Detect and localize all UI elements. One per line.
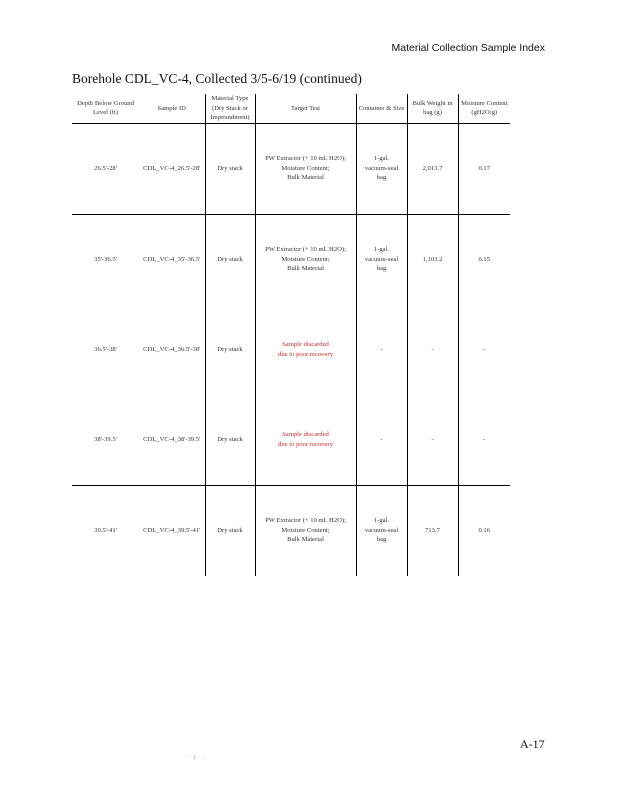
cell-bulk-weight: - [407, 305, 458, 395]
running-header: Material Collection Sample Index [391, 42, 545, 54]
header-depth: Depth Below Ground Level (ft) [72, 94, 139, 123]
table-row [72, 214, 510, 305]
cell-moisture: - [458, 305, 510, 395]
table-row [72, 395, 510, 486]
cell-sample-id: CDL_VC-4_38'-39.5' [139, 395, 205, 486]
cell-bulk-weight: - [407, 395, 458, 486]
header-container: Container & Size [356, 94, 407, 123]
cell-depth: 26.5'-28' [72, 123, 139, 214]
cell-sample-id: CDL_VC-4_26.5'-28' [139, 123, 205, 214]
cell-container [356, 485, 407, 576]
target-test-line: Moisture Content; [281, 255, 330, 263]
target-test-line: Sample discarded [282, 431, 329, 439]
cell-container: - [356, 305, 407, 395]
target-test-line: due to poor recovery [278, 440, 333, 448]
header-target-test: Target Test [255, 94, 356, 123]
target-test-line: PW Extractor (+ 10 mL H2O); [265, 155, 346, 163]
cell-material-type: Dry stack [205, 485, 255, 576]
table-header-row [72, 94, 510, 123]
target-test-line: PW Extractor (+ 10 mL H2O); [265, 246, 346, 254]
table-row [72, 123, 510, 214]
cell-depth: 35'-36.5' [94, 255, 117, 263]
cell-container: - [356, 395, 407, 486]
container-line: 1-gal. [373, 246, 390, 254]
target-test-line: Sample discarded [282, 341, 329, 349]
cell-moisture: 0.15 [458, 214, 510, 305]
cell-sample-id: CDL_VC-4_35'-36.5' [143, 255, 201, 263]
cell-moisture: - [458, 395, 510, 486]
target-test-line: PW Extractor (+ 10 mL H2O); [265, 517, 346, 525]
container-line: bag [376, 265, 387, 273]
cell-target-test [255, 123, 356, 214]
cell-bulk-weight: 2,013.7 [407, 123, 458, 214]
header-moisture: Moisture Content (gH2O/g) [458, 94, 510, 123]
page-number: A-17 [520, 737, 545, 751]
cell-bulk-weight: 1,103.2 [407, 214, 458, 305]
target-test-line: Moisture Content; [281, 526, 330, 534]
header-sample-id: Sample ID [139, 94, 205, 123]
container-line: 1-gal. [373, 517, 390, 525]
cell-container [356, 123, 407, 214]
container-line: vacuum-seal [364, 164, 399, 172]
target-test-line: Moisture Content; [281, 164, 330, 172]
cell-target-test-discarded [255, 395, 356, 486]
cell-depth: 38'-39.5' [72, 395, 139, 486]
cell-moisture: 0.17 [458, 123, 510, 214]
sample-index-table [72, 94, 510, 576]
cell-target-test-discarded [255, 305, 356, 395]
cell-depth: 39.5'-41' [94, 526, 117, 534]
cell-container [356, 214, 407, 305]
target-test-line: Bulk Material [287, 536, 324, 544]
page-title: Borehole CDL_VC-4, Collected 3/5-6/19 (continued) [72, 71, 362, 86]
target-test-line: Bulk Material [287, 265, 324, 273]
container-line: vacuum-seal [364, 255, 399, 263]
cell-material-type: Dry stack [205, 395, 255, 486]
cell-sample-id: CDL_VC-4_39.5'-41' [143, 526, 201, 534]
cell-depth: 36.5'-38' [94, 345, 117, 353]
table-row [72, 485, 510, 576]
container-line: 1-gal. [373, 155, 390, 163]
container-line: vacuum-seal [364, 526, 399, 534]
cell-material-type: Dry stack [205, 123, 255, 214]
footer-mark: ' ï . [186, 756, 208, 761]
target-test-line: due to poor recovery [278, 350, 333, 358]
cell-material-type: Dry stack [205, 305, 255, 395]
cell-sample-id: CDL_VC-4_36.5'-38' [143, 345, 201, 353]
container-line: bag [376, 536, 387, 544]
cell-moisture: 0.16 [458, 485, 510, 576]
cell-bulk-weight: 713.7 [407, 485, 458, 576]
container-line: bag [376, 174, 387, 182]
table-row [72, 305, 510, 395]
cell-target-test [255, 214, 356, 305]
header-bulk-weight: Bulk Weight in bag (g) [407, 94, 458, 123]
target-test-line: Bulk Material [287, 174, 324, 182]
cell-material-type: Dry stack [205, 214, 255, 305]
cell-target-test [255, 485, 356, 576]
header-material-type: Material Type (Dry Stack or Impoundment) [205, 94, 255, 123]
